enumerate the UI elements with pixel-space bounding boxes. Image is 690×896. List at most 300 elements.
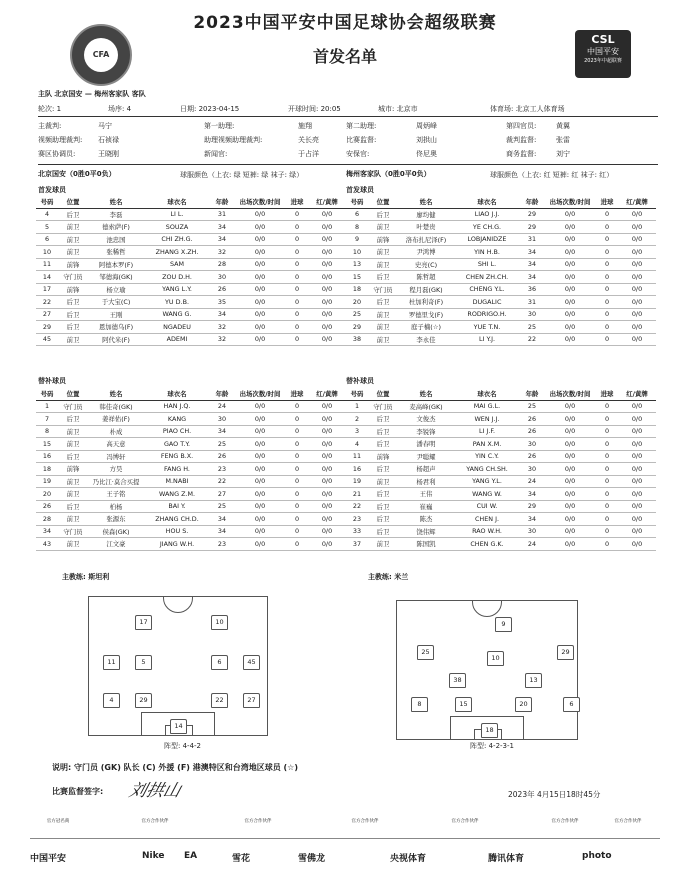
player-cell: 0	[286, 488, 308, 501]
legend: 说明: 守门员 (GK) 队长 (C) 外援 (F) 港澳特区和台湾地区球员 (☆)	[52, 763, 299, 772]
player-cell: 李锐锋	[398, 425, 454, 438]
away-starters-table	[346, 196, 656, 346]
sponsor-label: 官方合作伙伴	[614, 819, 642, 824]
player-cell: 0	[596, 450, 618, 463]
away-team-name: 梅州客家队（0胜0平0负）	[346, 170, 431, 178]
player-cell: 0/0	[544, 258, 596, 271]
player-cell: 34	[36, 525, 58, 538]
player-cell: 0/0	[544, 296, 596, 309]
player-cell: 26	[520, 425, 544, 438]
player-cell: 0/0	[234, 271, 286, 284]
player-cell: 15	[346, 271, 368, 284]
player-cell: 程月磊(GK)	[398, 283, 454, 296]
player-cell: 37	[346, 538, 368, 551]
official-role: 安保官:	[346, 150, 370, 158]
player-cell: 0/0	[234, 258, 286, 271]
player-cell: 23	[210, 463, 234, 476]
player-cell: 0/0	[308, 425, 346, 438]
player-cell: PAN X.M.	[454, 438, 520, 451]
player-cell: 0	[596, 413, 618, 426]
player-cell: 0/0	[308, 321, 346, 334]
csl-logo	[575, 30, 631, 78]
player-cell: 6	[346, 208, 368, 221]
player-cell: 4	[36, 208, 58, 221]
home-kit: 球服颜色（上衣: 绿 短裤: 绿 袜子: 绿）	[180, 171, 304, 179]
player-row	[36, 400, 346, 413]
sponsor-label: 官方合作伙伴	[451, 819, 479, 824]
player-cell: 0/0	[544, 438, 596, 451]
column-header: 进球	[596, 388, 618, 400]
player-cell: HAN J.Q.	[144, 400, 210, 413]
player-cell: 罗德里戈(F)	[398, 308, 454, 321]
player-cell: 王子铭	[88, 488, 144, 501]
player-cell: 0/0	[234, 308, 286, 321]
player-row	[36, 258, 346, 271]
player-row	[346, 513, 656, 526]
player-cell: LI Y.J.	[454, 333, 520, 346]
supervisor-signature: 刘拱山	[126, 781, 184, 801]
player-cell: 前卫	[58, 333, 88, 346]
column-header: 姓名	[398, 196, 454, 208]
player-cell: PIAO CH.	[144, 425, 210, 438]
player-cell: 11	[346, 450, 368, 463]
player-cell: M.NABI	[144, 475, 210, 488]
player-jersey-icon: 14	[170, 719, 187, 734]
player-cell: 0/0	[234, 538, 286, 551]
player-cell: 崔巍	[398, 500, 454, 513]
player-cell: 0/0	[308, 538, 346, 551]
player-jersey-icon: 4	[103, 693, 120, 708]
player-cell: 5	[36, 221, 58, 234]
player-cell: 于大宝(C)	[88, 296, 144, 309]
official-name: 黄翼	[556, 122, 570, 130]
player-cell: 0	[596, 400, 618, 413]
player-cell: ZOU D.H.	[144, 271, 210, 284]
player-cell: 34	[210, 425, 234, 438]
player-cell: 0/0	[308, 400, 346, 413]
player-cell: 0/0	[618, 221, 656, 234]
player-cell: 前卫	[368, 246, 398, 259]
player-cell: 0	[286, 246, 308, 259]
sponsor-logo: 央视体育	[390, 854, 427, 864]
column-header: 姓名	[398, 388, 454, 400]
player-row	[36, 538, 346, 551]
player-cell: 乃比江·莫合买提	[88, 475, 144, 488]
player-cell: 守门员	[58, 271, 88, 284]
player-cell: ZHANG CH.D.	[144, 513, 210, 526]
player-cell: 0/0	[618, 400, 656, 413]
player-cell: 0	[286, 450, 308, 463]
player-cell: 0	[596, 258, 618, 271]
player-cell: 邹德海(GK)	[88, 271, 144, 284]
column-header: 球衣名	[454, 388, 520, 400]
player-cell: 29	[36, 321, 58, 334]
player-cell: 后卫	[368, 463, 398, 476]
player-cell: 0	[286, 463, 308, 476]
player-cell: 20	[36, 488, 58, 501]
player-cell: 0	[286, 296, 308, 309]
player-cell: 麦高峰(GK)	[398, 400, 454, 413]
player-cell: 池忠国	[88, 233, 144, 246]
player-cell: 0/0	[544, 283, 596, 296]
player-cell: 前卫	[58, 233, 88, 246]
player-row	[36, 450, 346, 463]
player-cell: 后卫	[368, 438, 398, 451]
player-row	[346, 333, 656, 346]
sponsor-logo: 中国平安	[30, 854, 67, 864]
player-cell: 0/0	[308, 258, 346, 271]
player-cell: 0	[596, 538, 618, 551]
player-cell: 前卫	[368, 258, 398, 271]
player-cell: 35	[210, 296, 234, 309]
player-row	[346, 525, 656, 538]
column-header: 出场次数/时间	[544, 388, 596, 400]
player-jersey-icon: 22	[211, 693, 228, 708]
player-cell: CHEN J.	[454, 513, 520, 526]
home-starters-label: 首发球员	[38, 186, 66, 194]
divider	[38, 164, 658, 165]
player-cell: 0/0	[618, 538, 656, 551]
sponsor-logo: Nike	[142, 851, 165, 861]
player-cell: 陈哲超	[398, 271, 454, 284]
player-cell: 0/0	[308, 233, 346, 246]
player-cell: MAI G.L.	[454, 400, 520, 413]
player-cell: YU D.B.	[144, 296, 210, 309]
column-header: 位置	[58, 388, 88, 400]
player-cell: 0	[596, 308, 618, 321]
player-cell: 恩加德乌(F)	[88, 321, 144, 334]
player-cell: 0/0	[234, 525, 286, 538]
player-cell: 0	[596, 463, 618, 476]
page-subtitle: 首发名单	[312, 47, 377, 66]
player-cell: 0	[596, 488, 618, 501]
player-cell: 0/0	[308, 463, 346, 476]
player-cell: 18	[346, 283, 368, 296]
player-cell: 0/0	[544, 233, 596, 246]
player-row	[36, 233, 346, 246]
player-cell: 守门员	[58, 400, 88, 413]
player-cell: 30	[210, 413, 234, 426]
player-row	[36, 321, 346, 334]
player-jersey-icon: 5	[135, 655, 152, 670]
sponsor-label: 官方合作伙伴	[351, 819, 379, 824]
home-formation: 阵型: 4-4-2	[164, 742, 201, 750]
column-header: 姓名	[88, 388, 144, 400]
player-cell: 柏杨	[88, 500, 144, 513]
column-header: 红/黄牌	[308, 388, 346, 400]
player-cell: 32	[210, 333, 234, 346]
player-cell: 26	[520, 450, 544, 463]
player-cell: BAI Y.	[144, 500, 210, 513]
player-cell: 23	[346, 513, 368, 526]
player-cell: YUE T.N.	[454, 321, 520, 334]
player-cell: 0	[596, 475, 618, 488]
player-cell: 0/0	[234, 463, 286, 476]
player-cell: 0/0	[308, 271, 346, 284]
player-cell: 守门员	[58, 525, 88, 538]
player-cell: 0/0	[234, 413, 286, 426]
player-row	[36, 425, 346, 438]
player-cell: 33	[346, 525, 368, 538]
timestamp: 2023年 4月15日18时45分	[508, 790, 601, 799]
player-cell: 34	[520, 246, 544, 259]
player-cell: 前卫	[368, 321, 398, 334]
player-jersey-icon: 9	[495, 617, 512, 632]
player-jersey-icon: 27	[243, 693, 260, 708]
player-cell: 后卫	[58, 208, 88, 221]
column-header: 红/黄牌	[618, 388, 656, 400]
player-cell: 0/0	[618, 450, 656, 463]
player-cell: 前锋	[58, 283, 88, 296]
player-cell: 22	[520, 333, 544, 346]
player-cell: 江文豪	[88, 538, 144, 551]
column-header: 年龄	[520, 388, 544, 400]
column-header: 球衣名	[144, 388, 210, 400]
column-header: 号码	[36, 388, 58, 400]
player-cell: 0	[286, 258, 308, 271]
player-cell: 0	[286, 333, 308, 346]
sponsor-label: 官方合作伙伴	[244, 819, 272, 824]
player-cell: 38	[346, 333, 368, 346]
player-cell: 10	[346, 246, 368, 259]
home-starters-table	[36, 196, 346, 346]
player-cell: 43	[36, 538, 58, 551]
player-cell: 17	[36, 283, 58, 296]
player-cell: 31	[520, 296, 544, 309]
player-cell: 31	[520, 233, 544, 246]
player-cell: 24	[520, 538, 544, 551]
player-cell: 0/0	[618, 413, 656, 426]
player-cell: 0/0	[618, 208, 656, 221]
player-cell: SOUZA	[144, 221, 210, 234]
player-cell: 前锋	[368, 450, 398, 463]
player-cell: 0	[596, 208, 618, 221]
player-cell: 前锋	[58, 463, 88, 476]
home-coach: 主教练: 斯坦利	[62, 573, 110, 581]
official-name: 佟尼奥	[416, 150, 437, 158]
cfa-logo-text: CFA	[84, 38, 118, 72]
player-cell: 0	[286, 438, 308, 451]
player-cell: 张稀哲	[88, 246, 144, 259]
player-cell: 45	[36, 333, 58, 346]
player-cell: 0/0	[618, 463, 656, 476]
player-cell: 0/0	[308, 246, 346, 259]
player-cell: CHENG Y.L.	[454, 283, 520, 296]
column-header: 姓名	[88, 196, 144, 208]
player-cell: 前卫	[58, 425, 88, 438]
player-cell: DUGALIC	[454, 296, 520, 309]
official-role: 助理视频助理裁判:	[204, 136, 263, 144]
player-cell: 杨超声	[398, 463, 454, 476]
player-cell: 0/0	[544, 400, 596, 413]
official-role: 第一助理:	[204, 122, 235, 130]
player-cell: 前锋	[368, 233, 398, 246]
player-cell: 0	[596, 525, 618, 538]
player-cell: 3	[346, 425, 368, 438]
player-row	[346, 500, 656, 513]
player-cell: RAO W.H.	[454, 525, 520, 538]
official-name: 石祯禄	[98, 136, 119, 144]
player-cell: 阿代米(F)	[88, 333, 144, 346]
player-cell: 李磊	[88, 208, 144, 221]
player-row	[36, 296, 346, 309]
player-cell: 0	[286, 538, 308, 551]
player-cell: 0	[286, 208, 308, 221]
player-cell: 0/0	[308, 450, 346, 463]
player-cell: 0	[596, 296, 618, 309]
player-cell: 26	[520, 413, 544, 426]
player-cell: 0/0	[618, 233, 656, 246]
player-cell: 0/0	[544, 425, 596, 438]
player-jersey-icon: 6	[211, 655, 228, 670]
player-cell: 0	[596, 321, 618, 334]
player-row	[36, 333, 346, 346]
player-cell: 0/0	[618, 296, 656, 309]
player-cell: 洛布扎尼泽(F)	[398, 233, 454, 246]
official-name: 张雷	[556, 136, 570, 144]
sponsor-label: 官方合作伙伴	[551, 819, 579, 824]
center-arc	[472, 587, 502, 617]
player-cell: 22	[210, 475, 234, 488]
player-cell: 杨立瑜	[88, 283, 144, 296]
player-cell: 0/0	[308, 221, 346, 234]
player-cell: 0/0	[544, 463, 596, 476]
player-cell: 文俊杰	[398, 413, 454, 426]
player-cell: 0/0	[544, 500, 596, 513]
player-row	[346, 233, 656, 246]
player-cell: 前卫	[368, 221, 398, 234]
player-cell: 0/0	[544, 538, 596, 551]
player-cell: 0/0	[308, 500, 346, 513]
player-cell: 杜加利奇(F)	[398, 296, 454, 309]
player-cell: 0/0	[234, 221, 286, 234]
player-cell: 29	[520, 208, 544, 221]
player-cell: 0/0	[234, 400, 286, 413]
player-cell: 6	[36, 233, 58, 246]
match-date: 日期: 2023-04-15	[180, 105, 240, 113]
player-cell: 0	[286, 400, 308, 413]
divider	[38, 116, 658, 117]
player-cell: 32	[210, 246, 234, 259]
player-cell: RODRIGO.H.	[454, 308, 520, 321]
player-cell: 后卫	[58, 500, 88, 513]
player-cell: 16	[346, 463, 368, 476]
page-title: 2023中国平安中国足球协会超级联赛	[193, 13, 497, 33]
player-cell: CHEN G.K.	[454, 538, 520, 551]
player-row	[36, 463, 346, 476]
column-header: 球衣名	[454, 196, 520, 208]
player-cell: 0/0	[234, 333, 286, 346]
player-cell: 前卫	[368, 333, 398, 346]
player-row	[36, 246, 346, 259]
player-cell: 王伟	[398, 488, 454, 501]
column-header: 出场次数/时间	[544, 196, 596, 208]
player-cell: 34	[520, 513, 544, 526]
official-name: 于占洋	[298, 150, 319, 158]
player-cell: 后卫	[58, 450, 88, 463]
player-cell: 2	[346, 413, 368, 426]
player-cell: 后卫	[58, 413, 88, 426]
player-cell: 前卫	[58, 438, 88, 451]
player-cell: LI L.	[144, 208, 210, 221]
away-formation-field	[396, 600, 578, 740]
player-cell: 后卫	[368, 271, 398, 284]
player-row	[36, 500, 346, 513]
player-row	[346, 308, 656, 321]
player-cell: 20	[346, 296, 368, 309]
player-cell: 0/0	[308, 438, 346, 451]
player-row	[346, 438, 656, 451]
player-cell: 0/0	[618, 333, 656, 346]
player-cell: 30	[520, 438, 544, 451]
player-cell: 饶伟辉	[398, 525, 454, 538]
player-cell: 21	[346, 488, 368, 501]
player-cell: 26	[36, 500, 58, 513]
player-cell: 叶楚贵	[398, 221, 454, 234]
sponsor-logo: photo	[582, 851, 612, 861]
player-cell: 廖均健	[398, 208, 454, 221]
player-cell: 1	[36, 400, 58, 413]
player-cell: 方昊	[88, 463, 144, 476]
player-cell: 0/0	[308, 296, 346, 309]
player-cell: 0/0	[544, 321, 596, 334]
player-cell: 27	[210, 488, 234, 501]
player-row	[36, 308, 346, 321]
player-cell: 24	[210, 400, 234, 413]
player-cell: 0/0	[308, 308, 346, 321]
player-cell: 27	[36, 308, 58, 321]
official-role: 新闻官:	[204, 150, 228, 158]
player-cell: 16	[36, 450, 58, 463]
column-header: 年龄	[210, 388, 234, 400]
player-cell: FANG H.	[144, 463, 210, 476]
player-cell: 18	[36, 463, 58, 476]
player-cell: 0	[596, 233, 618, 246]
player-cell: 0/0	[234, 438, 286, 451]
player-row	[346, 283, 656, 296]
player-cell: 0/0	[308, 208, 346, 221]
player-cell: 潘春明	[398, 438, 454, 451]
player-cell: 冯博轩	[88, 450, 144, 463]
player-jersey-icon: 20	[515, 697, 532, 712]
player-cell: YE CH.G.	[454, 221, 520, 234]
player-cell: CHEN ZH.CH.	[454, 271, 520, 284]
player-cell: 后卫	[368, 296, 398, 309]
player-cell: 0/0	[308, 525, 346, 538]
player-cell: 14	[36, 271, 58, 284]
player-cell: 23	[210, 538, 234, 551]
player-cell: 7	[36, 413, 58, 426]
player-cell: 0/0	[618, 425, 656, 438]
player-cell: YANG L.Y.	[144, 283, 210, 296]
supervisor-label: 比赛监督签字:	[52, 787, 104, 796]
player-cell: 前卫	[58, 475, 88, 488]
player-cell: 4	[346, 438, 368, 451]
player-cell: 25	[346, 308, 368, 321]
player-row	[36, 525, 346, 538]
player-cell: 0	[286, 500, 308, 513]
column-header: 出场次数/时间	[234, 388, 286, 400]
player-cell: 0/0	[618, 488, 656, 501]
player-cell: 25	[520, 400, 544, 413]
player-cell: 0	[286, 233, 308, 246]
player-row	[346, 321, 656, 334]
player-cell: 32	[210, 321, 234, 334]
player-row	[346, 450, 656, 463]
player-cell: 侯森(GK)	[88, 525, 144, 538]
player-cell: CHI ZH.G.	[144, 233, 210, 246]
player-cell: 28	[36, 513, 58, 526]
